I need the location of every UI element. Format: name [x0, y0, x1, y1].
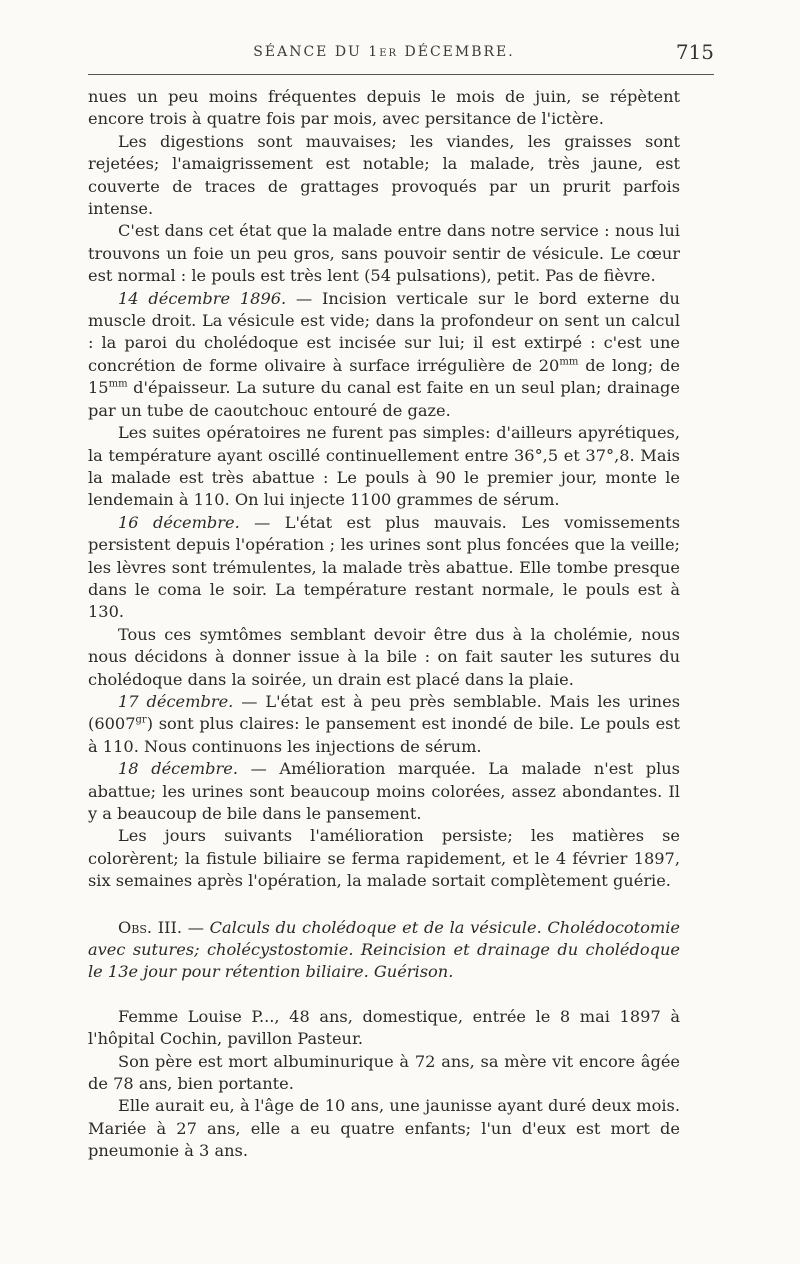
observation-label: Obs. III.: [118, 917, 183, 937]
page-header: [88, 40, 714, 74]
entry-date: 14 décembre 1896.: [118, 288, 287, 308]
running-title: SÉANCE DU 1er DÉCEMBRE.: [253, 44, 515, 60]
paragraph-suites: Les suites opératoires ne furent pas simples: d'ailleurs apyrétiques, la température ayant oscillé continuellement entre 36°,5 et 37°,8. Mais la malade est très abattue : Le pouls à 90 le premier jour, monte le lendemain à 110. On lui injecte 1100 grammes de sérum.: [88, 423, 680, 510]
entry-14-december: 14 décembre 1896. — Incision verticale sur le bord externe du muscle droit. La vésicule est vide; dans la profondeur on sent un calcul : la paroi du cholédoque est incisée sur lui; il est extirpé : c'est une concrétion de forme olivaire à surface irrégulière de $20^{mm}$ de long; de $15^{mm}$ d'épaisseur. La suture du canal est faite en un seul plan; drainage par un tube de caoutchouc entouré de gaze.: [88, 288, 680, 420]
entry-18-december: 18 décembre. — Amélioration marquée. La malade n'est plus abattue; les urines sont beaucoup moins colorées, assez abondantes. Il y a beaucoup de bile dans le pansement.: [88, 759, 680, 823]
entry-date: 18 décembre.: [118, 759, 238, 779]
paragraph-digestions: Les digestions sont mauvaises; les viandes, les graisses sont rejetées; l'amaigrissement est notable; la malade, très jaune, est couverte de traces de grattages provoqués par un prurit parfois intense.: [88, 131, 680, 219]
paragraph-admission: C'est dans cet état que la malade entre dans notre service : nous lui trouvons un foie un peu gros, sans pouvoir sentir de vésicule. Le cœur est normal : le pouls est très lent (54 pulsations), petit. Pas de fièvre.: [88, 221, 680, 286]
entry-date: 16 décembre.: [118, 512, 240, 532]
entry-date: 17 décembre.: [118, 691, 234, 711]
observation-heading: Obs. III. — Calculs du cholédoque et de la vésicule. Cholédocotomie avec sutures; cholécystostomie. Reincision et drainage du cholédoque le 13e jour pour rétention biliaire. Guérison.: [88, 917, 680, 982]
page-number: 715: [675, 40, 714, 64]
paragraph-cholemie: Tous ces symtômes semblant devoir être dus à la cholémie, nous nous décidons à donner issue à la bile : on fait sauter les sutures du cholédoque dans la soirée, un drain est placé dans la plaie.: [88, 624, 680, 689]
entry-16-december: 16 décembre. — L'état est plus mauvais. Les vomissements persistent depuis l'opération ; les urines sont plus foncées que la veille; les lèvres sont trémulentes, la malade très abattue. Elle tombe presque dans le coma le soir. La température restant normale, le pouls est à 130.: [88, 512, 680, 622]
paragraph-jours-suivants: Les jours suivants l'amélioration persiste; les matières se colorèrent; la fistule biliaire se ferma rapidement, et le 4 février 1897, six semaines après l'opération, la malade sortait complètement guérie.: [88, 826, 680, 891]
spacer: [88, 984, 680, 1006]
case-paragraph: Femme Louise P..., 48 ans, domestique, entrée le 8 mai 1897 à l'hôpital Cochin, pavillon Pasteur.: [88, 1006, 680, 1049]
case-paragraph: Elle aurait eu, à l'âge de 10 ans, une jaunisse ayant duré deux mois. Mariée à 27 ans, elle a eu quatre enfants; l'un d'eux est mort de pneumonie à 3 ans.: [88, 1096, 680, 1161]
body-text: [88, 86, 680, 1163]
paragraph-continuation: nues un peu moins fréquentes depuis le mois de juin, se répètent encore trois à quatre fois par mois, avec persitance de l'ictère.: [88, 87, 680, 129]
observation-title: Calculs du cholédoque et de la vésicule. Cholédocotomie avec sutures; cholécystostomie. Reincision et drainage du cholédoque le 13e jour pour rétention biliaire. Guérison.: [88, 917, 680, 982]
header-rule: [88, 74, 714, 75]
case-paragraph: Son père est mort albuminurique à 72 ans, sa mère vit encore âgée de 78 ans, bien portante.: [88, 1051, 680, 1094]
entry-17-december: 17 décembre. — L'état est à peu près semblable. Mais les urines $(6007^{gr})$ sont plus claires: le pansement est inondé de bile. Le pouls est à 110. Nous continuons les injections de sérum.: [88, 691, 680, 756]
